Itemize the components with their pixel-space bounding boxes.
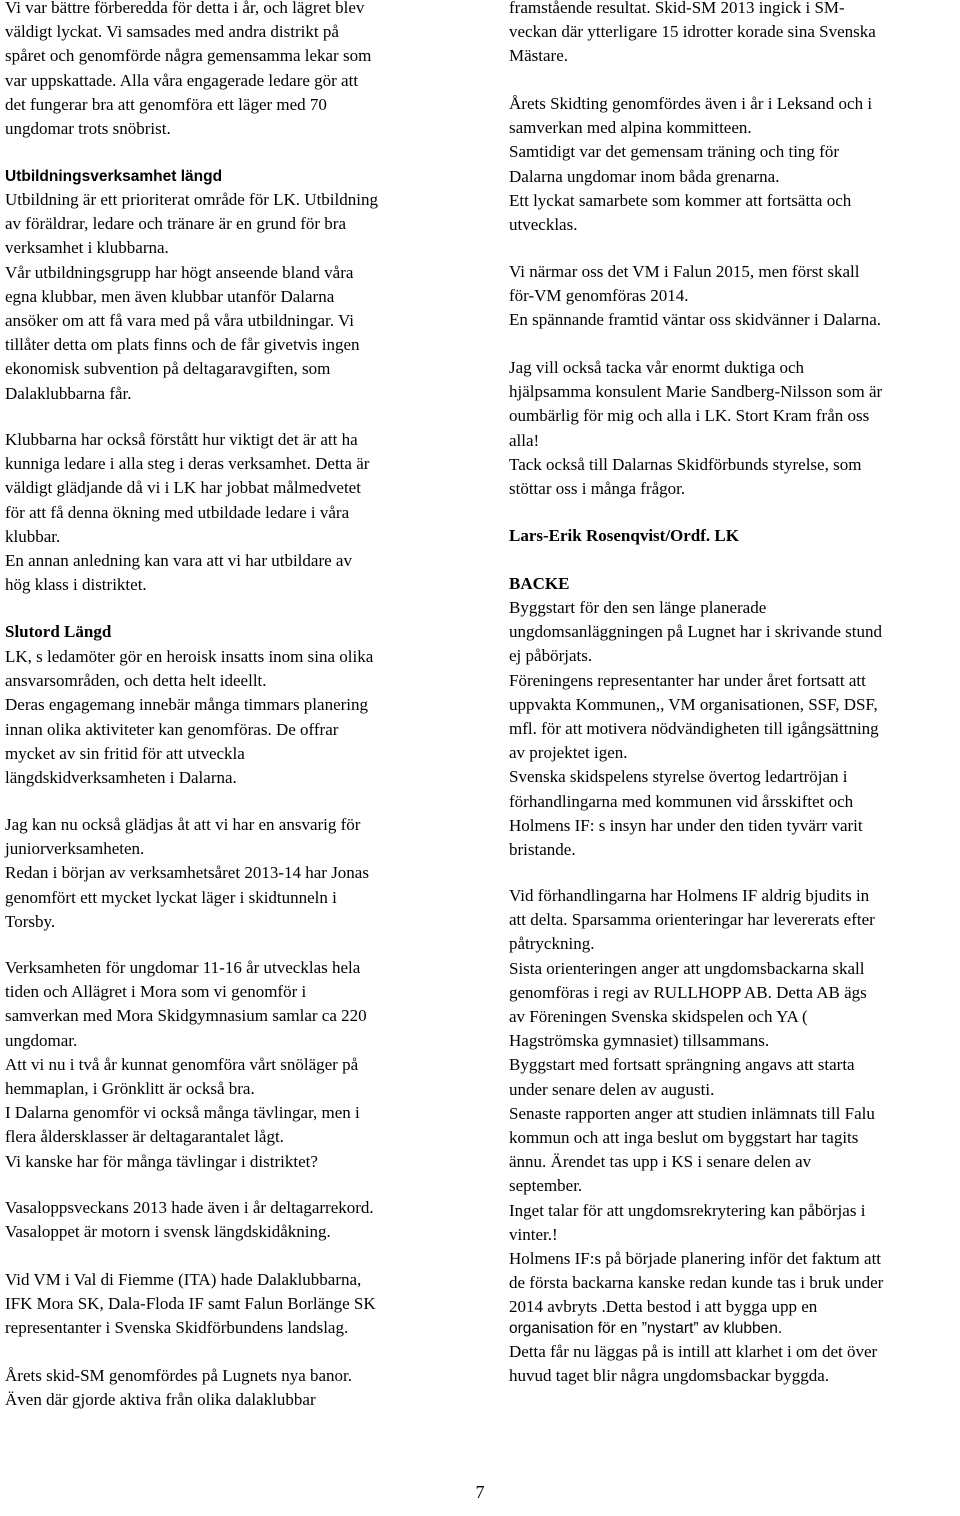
ungdomar-paragraph: Verksamheten för ungdomar 11-16 år utvecklas hela tiden och Allägret i Mora som vi genomför i samverkan med Mora Skidgymnasium samlar ca 220 ungdomar. Att vi nu i två år kunnat genomföra vårt snöläger på hemmaplan, i Grönklitt är också bra. I Dalarna genomför vi också många tävlingar, men i flera åldersklasser är deltagarantalet lågt. Vi kanske har för många tävlingar i distriktet?: [5, 958, 367, 1171]
utbildning-paragraph: Utbildning är ett prioriterat område för LK. Utbildning av föräldrar, ledare och tränare är en grund för bra verksamhet i klubbarna. Vår utbildningsgrupp har högt anseende bland våra egna klubbar, men även klubbar utanför Dalarna ansöker om att få vara med på våra utbildningar. Vi tillåter detta om plats finns och de får givetvis ingen ekonomisk subvention på deltagaravgiften, som Dalaklubbarna får.: [5, 190, 378, 403]
page-number: 7: [475, 1482, 485, 1502]
heading-utbildningsverksamhet: Utbildningsverksamhet längd: [5, 168, 223, 185]
falun-paragraph: Vi närmar oss det VM i Falun 2015, men först skall för-VM genomföras 2014. En spännande framtid väntar oss skidvänner i Dalarna.: [509, 262, 881, 330]
klubbarna-paragraph: Klubbarna har också förstått hur viktigt det är att ha kunniga ledare i alla steg i deras verksamhet. Detta är väldigt glädjande då vi i LK har jobbat målmedvetet för att få denna ökning med utbildade ledare i våra klubbar. En annan anledning kan vara att vi har utbildare av hög klass i distriktet.: [5, 430, 370, 595]
heading-backe: BACKE: [509, 574, 570, 593]
intro-paragraph: Vi var bättre förberedda för detta i år, och lägret blev väldigt lyckat. Vi samsades med andra distrikt på spåret och genomförde några gemensamma lekar som var uppskattade. Alla våra engagerade ledare gör att det fungerar bra att genomföra ett läger med 70 ungdomar trots snöbrist.: [5, 0, 372, 139]
final-paragraph: Detta får nu läggas på is intill att klarhet i om det över huvud taget blir några ungdomsbackar byggda.: [509, 1342, 878, 1386]
holmens-paragraph: Vid förhandlingarna har Holmens IF aldrig bjudits in att delta. Sparsamma orienteringar har levererats efter påtryckning. Sista orienteringen anger att ungdomsbackarna skall genomföras i regi av RULLHOPP AB. Detta AB ägs av Föreningen Svenska skidspelen och YA ( Hagströmska gymnasiet) tillsammans. Byggstart med fortsatt sprängning angavs att starta under senare delen av augusti. Senaste rapporten anger att studien inlämnats till Falu kommun och att inga beslut om byggstart har tagits ännu. Ärendet tas upp i KS i senare delen av september. Inget talar för att ungdomsrekrytering kan påbörjas i vinter.! Holmens IF:s på började planering inför det faktum att de första backarna kanske redan kunde tas i bruk under 2014 avbryts .Detta bestod i att bygga upp en: [509, 886, 884, 1317]
vasalopp-paragraph: Vasaloppsveckans 2013 hade även i år deltagarrekord. Vasaloppet är motorn i svensk längdskidåkning.: [5, 1198, 374, 1242]
gladjas-paragraph: Jag kan nu också glädjas åt att vi har en ansvarig för juniorverksamheten. Redan i början av verksamhetsåret 2013-14 har Jonas genomfört ett mycket lyckat läger i skidtunneln i Torsby.: [5, 815, 369, 931]
continuation-paragraph: framstående resultat. Skid-SM 2013 ingick i SM- veckan där ytterligare 15 idrotter korade sina Svenska Mästare.: [509, 0, 876, 66]
backe-paragraph: Byggstart för den sen länge planerade ungdomsanläggningen på Lugnet har i skrivande stund ej påbörjats. Föreningens representanter har under året fortsatt att uppvakta Kommunen,, VM organisationen, SSF, DSF, mfl. för att motivera nödvändigheten till igångsättning av projektet igen. Svenska skidspelens styrelse övertog ledartröjan i förhandlingarna med kommunen vid årsskiftet och Holmens IF: s insyn har under den tiden tyvärr varit bristande.: [509, 598, 882, 860]
tack-paragraph: Jag vill också tacka vår enormt duktiga och hjälpsamma konsulent Marie Sandberg-Nilsson som är oumbärlig för mig och alla i LK. Stort Kram från oss alla! Tack också till Dalarnas Skidförbunds styrelse, som stöttar oss i många frågor.: [509, 358, 883, 499]
slutord-paragraph: LK, s ledamöter gör en heroisk insatts inom sina olika ansvarsområden, och detta helt ideellt. Deras engagemang innebär många timmars planering innan olika aktiviteter kan genomföras. De offrar mycket av sin fritid för att utveckla längdskidverksamheten i Dalarna.: [5, 647, 374, 788]
vm-paragraph: Vid VM i Val di Fiemme (ITA) hade Dalaklubbarna, IFK Mora SK, Dala-Floda IF samt Falun Borlänge SK representanter i Svenska Skidförbundens landslag.: [5, 1270, 376, 1338]
skidsm-paragraph: Årets skid-SM genomfördes på Lugnets nya banor. Även där gjorde aktiva från olika dalaklubbar: [5, 1366, 353, 1410]
organisation-line: organisation för en ”nystart” av klubben.: [509, 1320, 783, 1337]
skidting-paragraph: Årets Skidting genomfördes även i år i Leksand och i samverkan med alpina kommitteen. Samtidigt var det gemensam träning och ting för Dalarna ungdomar inom båda grenarna. Ett lyckat samarbete som kommer att fortsätta och utvecklas.: [509, 94, 873, 235]
signature: Lars-Erik Rosenqvist/Ordf. LK: [509, 526, 739, 545]
heading-slutord: Slutord Längd: [5, 622, 112, 641]
